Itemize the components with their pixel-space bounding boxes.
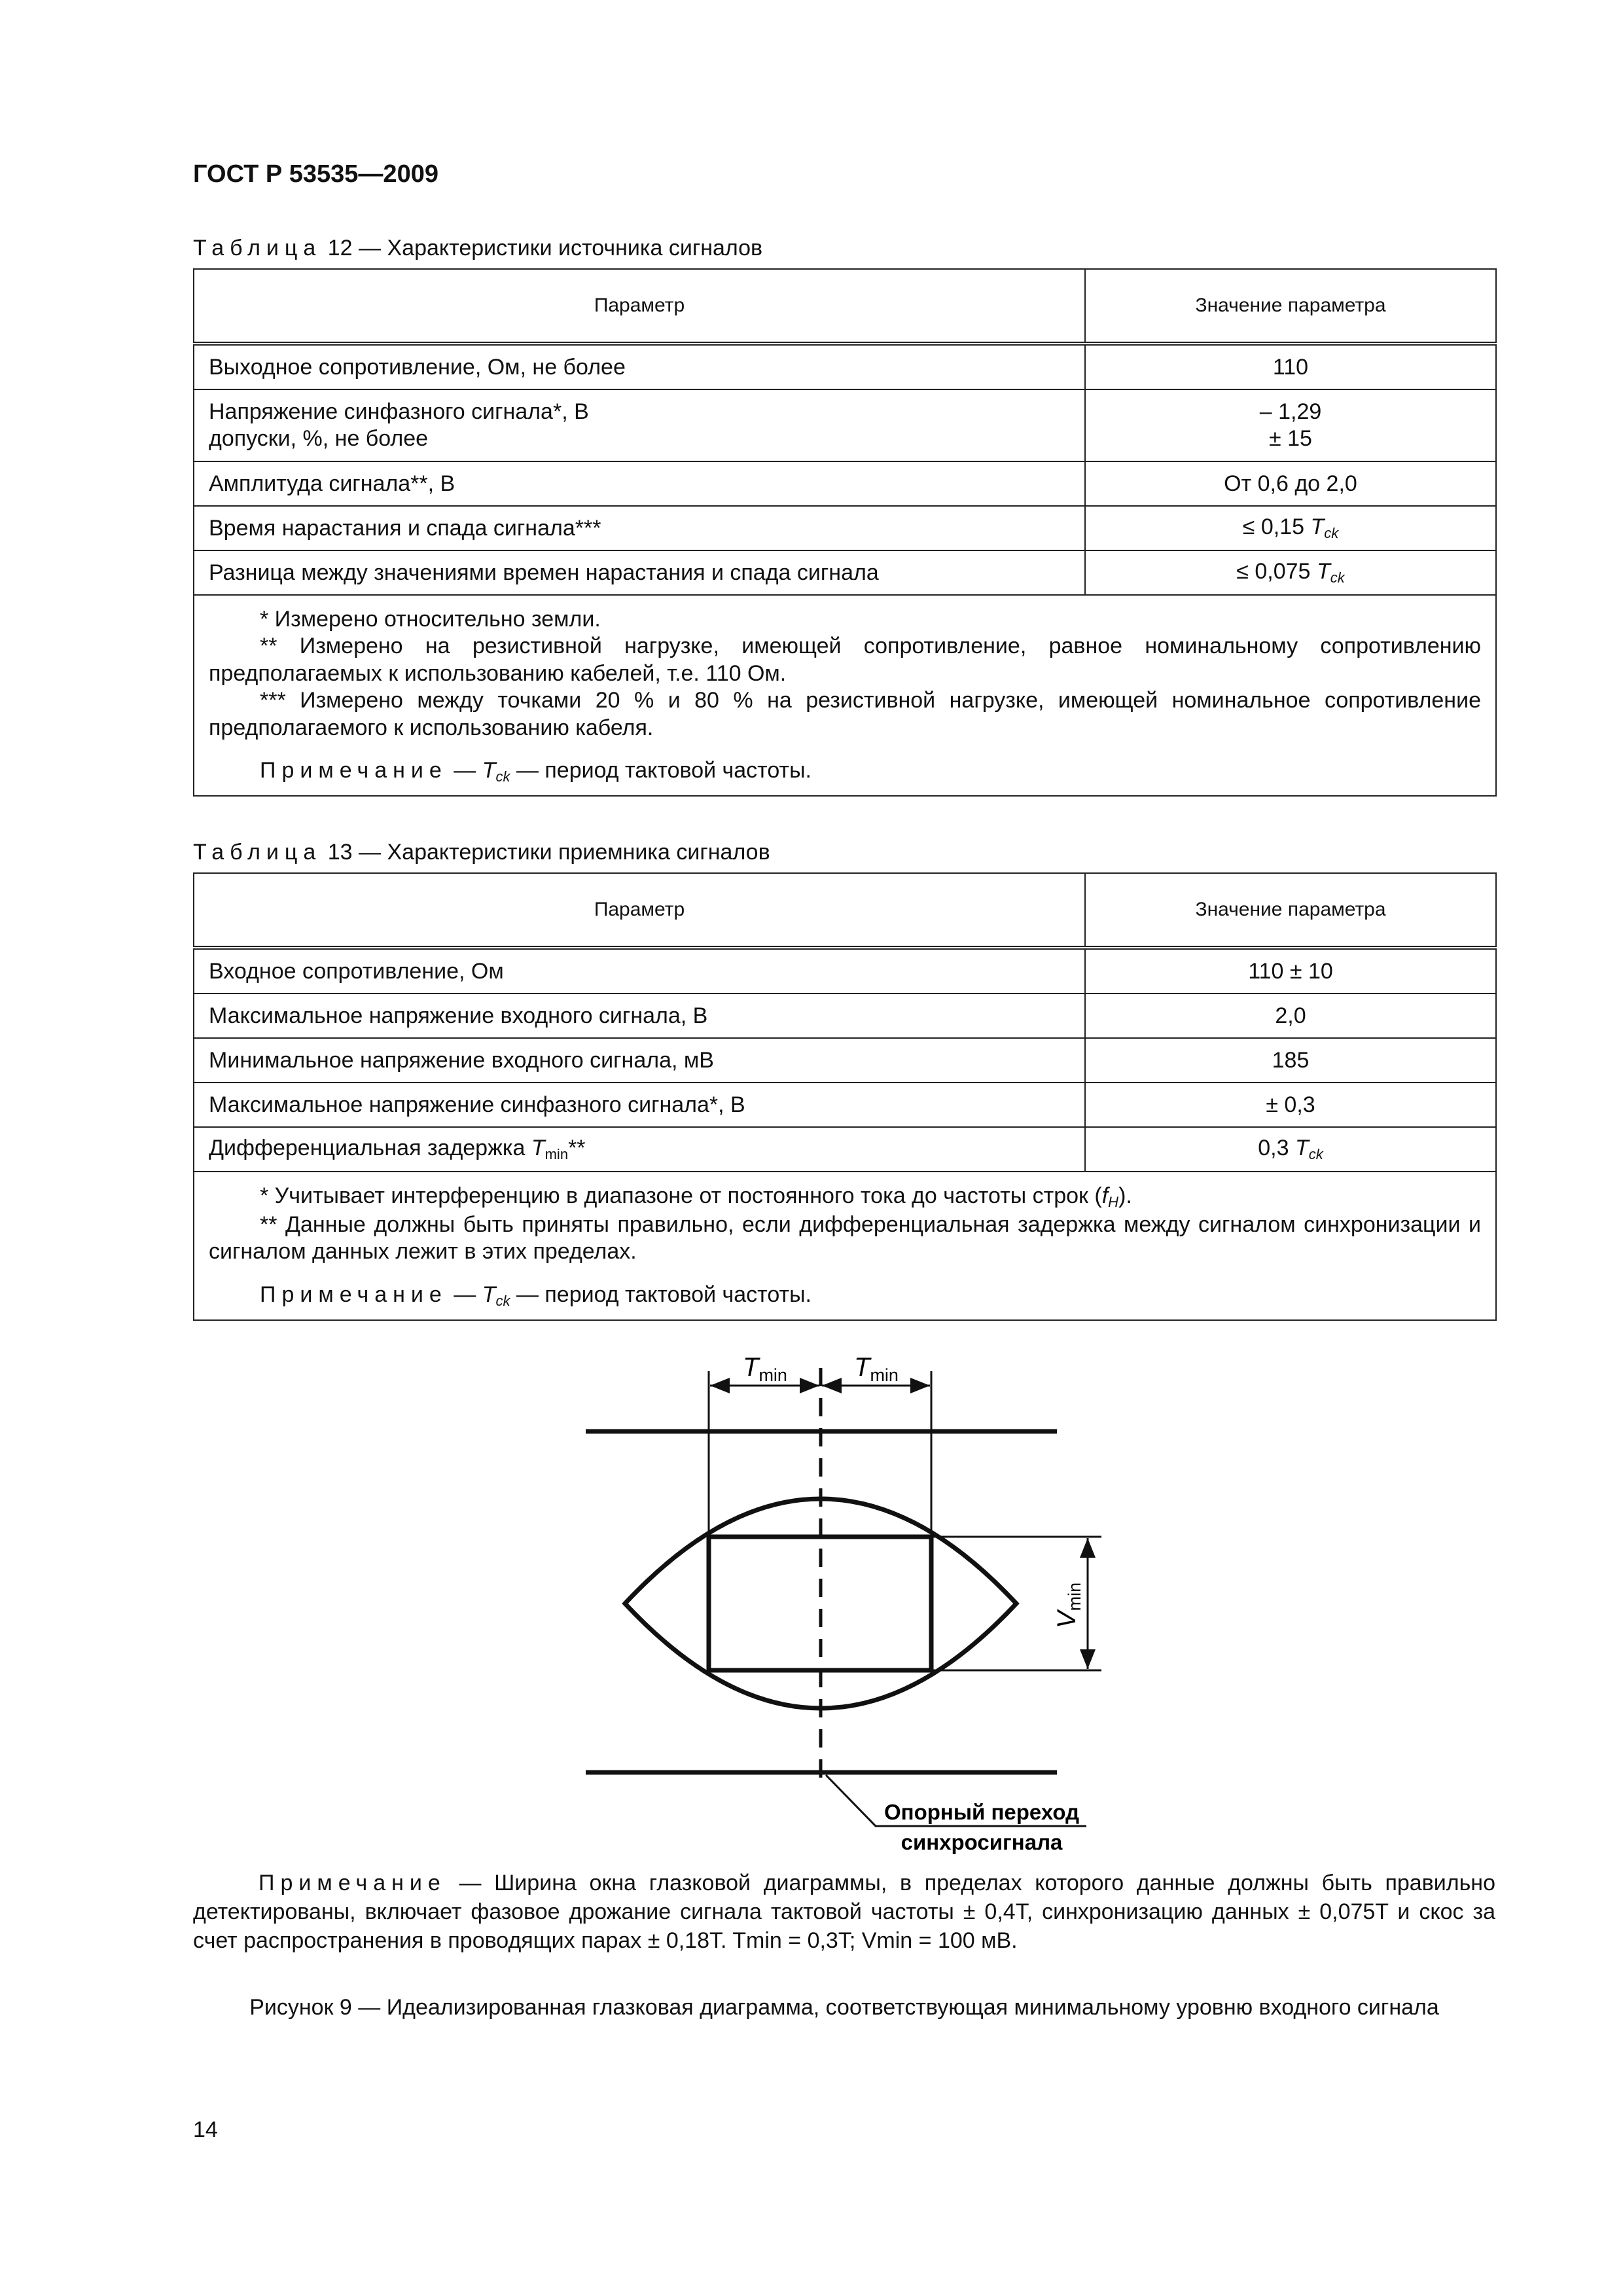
vmin-subscript: min <box>1065 1582 1084 1611</box>
table12-value-cell: От 0,6 до 2,0 <box>1085 461 1496 506</box>
table12-value-cell: 110 <box>1085 344 1496 389</box>
table13-param-cell: Входное сопротивление, Ом <box>194 948 1085 994</box>
tmin-symbol: T <box>854 1353 870 1382</box>
table12-caption <box>193 236 762 261</box>
footnote-symbol: f <box>1101 1183 1109 1208</box>
table-row <box>194 344 1496 389</box>
footnote: *** Измерено между точками 20 % и 80 % на резистивной нагрузке, имеющей номинальное сопротивление предполагаемого к использованию кабеля. <box>209 688 1481 740</box>
footnote: ** Данные должны быть приняты правильно, если дифференциальная задержка между сигналом синхронизации и сигналом данных лежит в этих пределах. <box>209 1211 1481 1265</box>
param-subscript: min <box>544 1146 569 1162</box>
table13-footnotes-row <box>194 1172 1496 1320</box>
param-line: Напряжение синфазного сигнала*, В <box>209 399 589 425</box>
table13-param-cell: Максимальное напряжение входного сигнала, В <box>194 994 1085 1038</box>
table12-note: Примечание — $T_{ck}$ — период тактовой частоты. <box>260 758 812 785</box>
table-row <box>194 1038 1496 1083</box>
table12-header-value: Значение параметра <box>1085 269 1496 344</box>
footnote <box>209 1183 1481 1211</box>
value-subscript: ck <box>1330 569 1345 586</box>
note-word: Примечание <box>260 1282 448 1307</box>
table12-caption-word: Таблица <box>193 236 322 260</box>
table13-header-value: Значение параметра <box>1085 873 1496 948</box>
table13 <box>193 872 1497 1321</box>
value-number: ≤ 0,075 <box>1236 559 1311 584</box>
param-suffix: ** <box>568 1136 586 1160</box>
note-subscript: ck <box>495 1292 510 1309</box>
table12-param-cell: Разница между значениями времен нарастания и спада сигнала <box>194 550 1085 595</box>
note-subscript: ck <box>495 768 510 785</box>
value-symbol: T <box>1294 1136 1309 1160</box>
table12-param-cell <box>194 389 1085 461</box>
note-text: — период тактовой частоты. <box>516 1282 812 1307</box>
table12-header-row <box>194 269 1496 344</box>
table13-header-row <box>194 873 1496 948</box>
tmin-left-label <box>743 1353 787 1385</box>
table13-note: Примечание — $T_{ck}$ — период тактовой частоты. <box>260 1282 812 1309</box>
table-row <box>194 389 1496 461</box>
note-symbol: T <box>482 1282 496 1307</box>
table13-caption-title: 13 — Характеристики приемника сигналов <box>327 840 770 865</box>
table12-header-param: Параметр <box>194 269 1085 344</box>
footnote-text: * Учитывает интерференцию в диапазоне от постоянного тока до частоты строк ( <box>260 1183 1102 1208</box>
vmin-symbol: V <box>1052 1611 1081 1628</box>
table13-value-cell: 2,0 <box>1085 994 1496 1038</box>
table13-value-cell: ± 0,3 <box>1085 1083 1496 1127</box>
figure-note-text: — Ширина окна глазковой диаграммы, в пределах которого данные должны быть правильно детектированы, включает фазовое дрожание сигнала тактовой частоты ± 0,4T, синхронизацию данных ± 0,075T и скос за счет распространения в проводящих парах ± 0,18T. Tmin = 0,3T; Vmin = 100 мВ. <box>193 1871 1495 1954</box>
footnote-subscript: H <box>1108 1194 1119 1210</box>
value-symbol: T <box>1316 559 1330 584</box>
table-row <box>194 1127 1496 1172</box>
note-text: — период тактовой частоты. <box>516 758 812 783</box>
value-number: ≤ 0,15 <box>1242 514 1305 539</box>
document-code: ГОСТ Р 53535—2009 <box>193 160 438 188</box>
tmin-symbol: T <box>743 1353 759 1382</box>
table-row <box>194 948 1496 994</box>
table12-footnotes <box>194 595 1496 796</box>
eye-diagram <box>0 1348 1623 1859</box>
param-symbol: T <box>531 1136 545 1160</box>
vmin-label <box>1052 1583 1084 1628</box>
table13-param-cell: Максимальное напряжение синфазного сигнала*, В <box>194 1083 1085 1127</box>
page-number: 14 <box>193 2117 218 2142</box>
table13-param-cell: Минимальное напряжение входного сигнала, мВ <box>194 1038 1085 1083</box>
table13-param-cell <box>194 1127 1085 1172</box>
note-word: Примечание <box>260 758 448 783</box>
table12-caption-title: 12 — Характеристики источника сигналов <box>327 236 763 260</box>
reference-label-line2: синхросигнала <box>901 1830 1063 1854</box>
param-line: допуски, %, не более <box>209 426 429 451</box>
table13-footnotes <box>194 1172 1496 1320</box>
figure-note-word: Примечание <box>259 1871 446 1895</box>
table13-value-cell: 185 <box>1085 1038 1496 1083</box>
value-subscript: ck <box>1308 1146 1323 1162</box>
value-line: – 1,29 <box>1259 399 1322 425</box>
table13-value-cell <box>1085 1127 1496 1172</box>
table12-value-cell <box>1085 550 1496 595</box>
table13-caption <box>193 840 770 865</box>
figure-caption: Рисунок 9 — Идеализированная глазковая диаграмма, соответствующая минимальному уровню входного сигнала <box>249 1995 1439 2020</box>
tmin-right-label <box>854 1353 899 1385</box>
value-line: ± 15 <box>1269 426 1312 451</box>
note-symbol: T <box>482 758 496 783</box>
table13-header-param: Параметр <box>194 873 1085 948</box>
footnote-text: ). <box>1118 1183 1132 1208</box>
table-row <box>194 1083 1496 1127</box>
value-symbol: T <box>1310 514 1325 539</box>
param-text: Дифференциальная задержка <box>209 1136 526 1160</box>
footnote: * Измерено относительно земли. <box>260 607 601 632</box>
table12-footnotes-row <box>194 595 1496 796</box>
reference-label-line1: Опорный переход <box>883 1800 1080 1824</box>
table-row <box>194 550 1496 595</box>
table-row <box>194 461 1496 506</box>
tmin-subscript: min <box>758 1365 787 1385</box>
value-subscript: ck <box>1324 525 1339 541</box>
table-row <box>194 994 1496 1038</box>
table-row <box>194 506 1496 550</box>
table13-value-cell: 110 ± 10 <box>1085 948 1496 994</box>
table12-value-cell <box>1085 506 1496 550</box>
footnote: ** Измерено на резистивной нагрузке, имеющей сопротивление, равное номинальному сопротивлению предполагаемых к использованию кабелей, т.е. 110 Ом. <box>209 634 1481 686</box>
tmin-subscript: min <box>870 1365 899 1385</box>
figure-note <box>193 1869 1495 1956</box>
table12-param-cell: Выходное сопротивление, Ом, не более <box>194 344 1085 389</box>
table12 <box>193 268 1497 797</box>
table12-value-cell <box>1085 389 1496 461</box>
table12-param-cell: Время нарастания и спада сигнала*** <box>194 506 1085 550</box>
table13-caption-word: Таблица <box>193 840 322 865</box>
table12-param-cell: Амплитуда сигнала**, В <box>194 461 1085 506</box>
value-number: 0,3 <box>1258 1136 1289 1160</box>
